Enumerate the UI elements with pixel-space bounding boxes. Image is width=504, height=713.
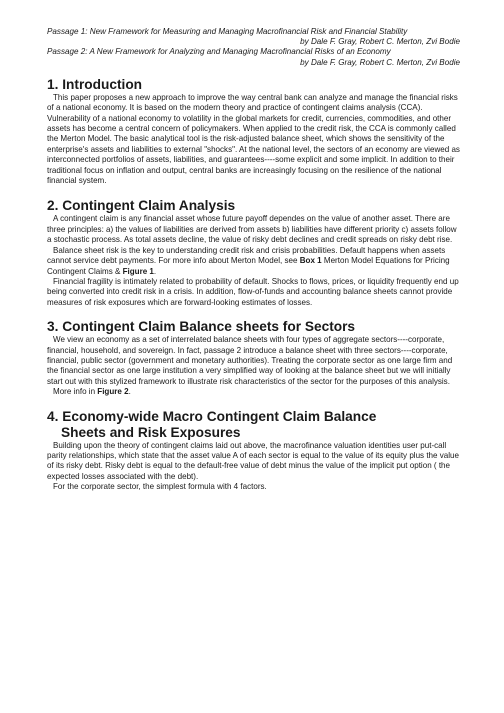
paragraph: For the corporate sector, the simplest formula with 4 factors. — [53, 482, 267, 492]
text-run: Balance sheet risk is the key to understanding credit risk and crisis probabilities. Default happens when assets cannot service debt payments. For more info about Merton Model, see — [47, 245, 446, 266]
heading-line: Sheets and Risk Exposures — [61, 424, 241, 440]
source-authors: by Dale F. Gray, Robert C. Merton, Zvi Bodie — [300, 57, 460, 67]
section-heading: 2. Contingent Claim Analysis — [47, 198, 236, 214]
box-1-reference: Box 1 — [299, 256, 322, 266]
source-citation-2 — [47, 47, 460, 67]
source-citation-1 — [47, 27, 460, 47]
text-run: . — [128, 387, 131, 397]
heading-line: 4. Economy-wide Macro Contingent Claim Balance — [47, 408, 377, 424]
paragraph — [47, 246, 460, 277]
document-page — [47, 27, 460, 493]
paragraph: Financial fragility is intimately related to probability of default. Shocks to flows, prices, or liquidity frequently end up being converted into credit risk in a crisis. In addition, flow-of-funds and accounting balance sheets cannot provide measures of risk exposures which are forward-looking estimates of losses. — [47, 276, 459, 307]
figure-1-reference: Figure 1 — [122, 266, 154, 276]
section-macro-balance-sheets — [47, 409, 460, 493]
paragraph: Building upon the theory of contingent claims laid out above, the macrofinance valuation identities user put-call parity relationships, which state that the asset value A of each sector is equal to the value of its equity plus the value of its risky debt. Risky debt is equal to the default-free value of debt minus the value of the implicit put option ( the expected losses associated with the debt). — [47, 440, 459, 481]
source-authors: by Dale F. Gray, Robert C. Merton, Zvi Bodie — [300, 37, 460, 47]
figure-2-reference: Figure 2 — [97, 387, 129, 397]
paragraph: A contingent claim is any financial asset whose future payoff dependes on the value of another asset. There are three principles: a) the values of liabilities are derived from assets b) liabilities have different priority c) assets follow a stochastic process. As total assets decline, the value of risky debt declines and credit spreads on risky debt rise. — [47, 214, 457, 245]
section-heading — [47, 409, 460, 441]
section-heading: 3. Contingent Claim Balance sheets for Sectors — [47, 319, 356, 335]
source-title: Passage 2: A New Framework for Analyzing and Managing Macrofinancial Risks of an Economy — [47, 47, 391, 57]
paragraph: We view an economy as a set of interrelated balance sheets with four types of aggregate sectors----corporate, financial, household, and sovereign. In fact, passage 2 introduce a balance sheet with three sectors----corporate, financial, public sector (government and monetary authorities). Treating the corporate sector as one large firm and the financial sector as one large institution a very simplified way of looking at the balance sheet but we will initially start out with this stylized framework to illustrate risk characteristics of the sector for the purposes of this analysis. — [47, 335, 453, 386]
section-introduction — [47, 77, 460, 187]
text-run: . — [153, 266, 157, 276]
text-run: More info in — [53, 387, 98, 397]
source-title: Passage 1: New Framework for Measuring and Managing Macrofinancial Risk and Financial Stability — [47, 27, 408, 36]
paragraph: This paper proposes a new approach to improve the way central bank can analyze and manage the financial risks of a national economy. It is based on the modern theory and practice of contingent claims analysis (CCA). Vulnerability of a national economy to volatility in the global markets for credit, currencies, commodities, and other assets has become a central concern of policymakers. When applied to the credit risk, the CCA is commonly called the Merton Model. The basic analytical tool is the risk-adjusted balance sheet, which shows the sensitivity of the enterprise's assets and liabilities to external "shocks". At the national level, the sectors of an economy are viewed as interconnected portfolios of assets, liabilities, and guarantees----some explicit and some implicit. In addition to their traditional focus on inflation and output, central banks are increasingly focusing on the resilience of the national financial system. — [47, 92, 460, 186]
section-contingent-claim-analysis — [47, 198, 460, 308]
section-heading: 1. Introduction — [47, 76, 143, 92]
paragraph — [47, 387, 460, 397]
text-run: Merton Model Equations for Pricing Contingent Claims & — [47, 256, 450, 276]
section-balance-sheets-for-sectors — [47, 319, 460, 397]
